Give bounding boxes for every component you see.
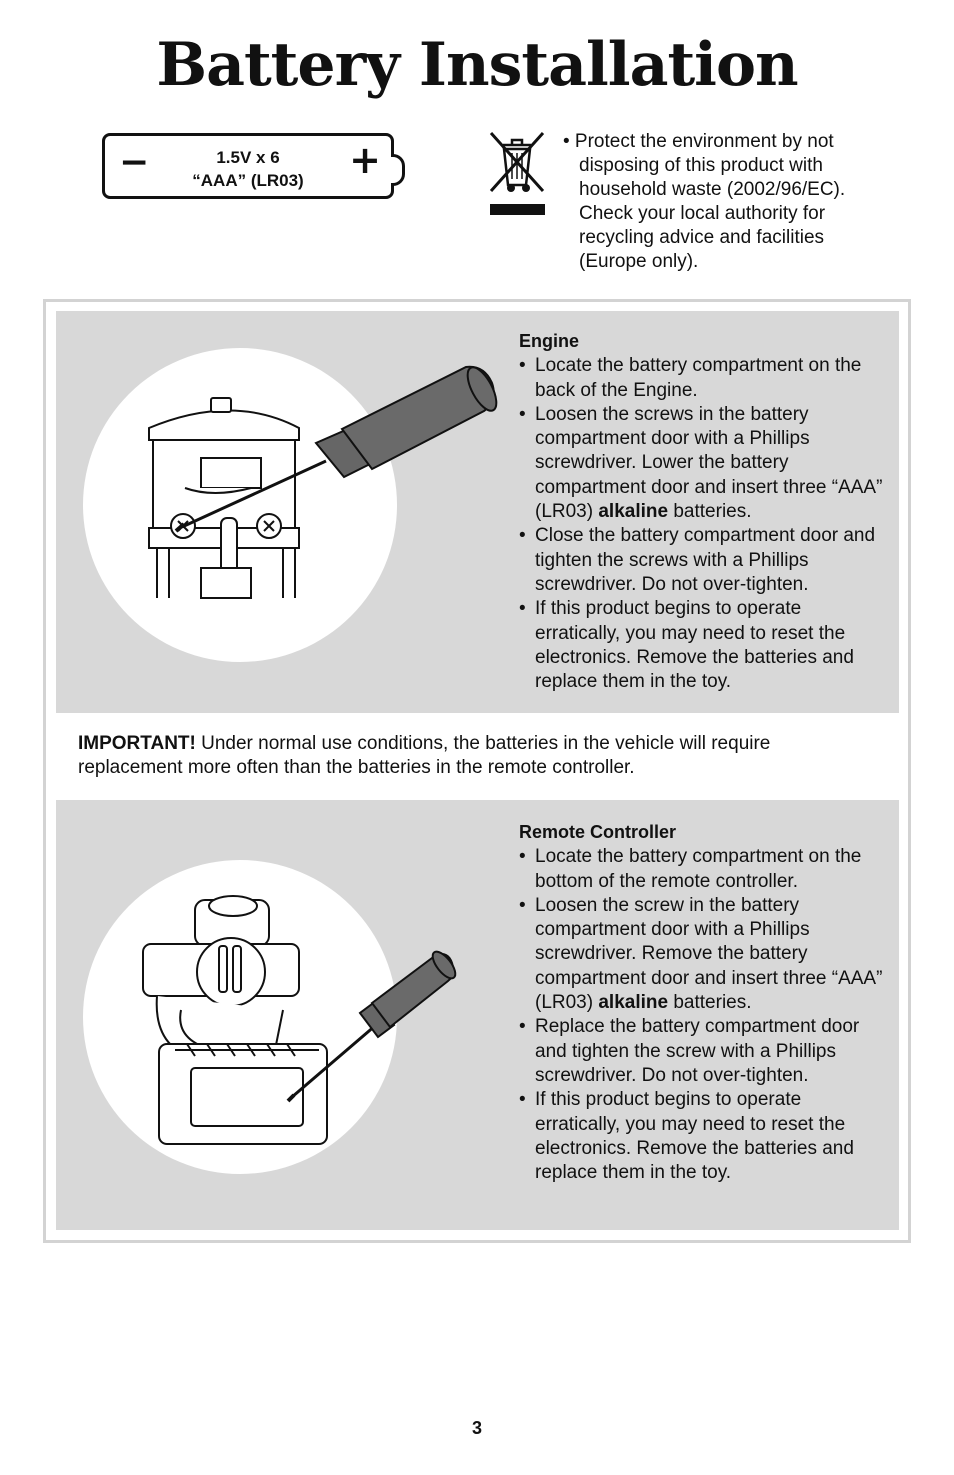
battery-voltage-count: 1.5V x 6 (216, 148, 280, 167)
remote-step-2-tail: batteries. (668, 992, 752, 1014)
page-number: 3 (471, 1418, 482, 1438)
important-label: IMPORTANT! (78, 733, 196, 754)
environment-notice-text: • Protect the environment by not disposing of this product with household waste (2002/96/EC). Check your local authority for recycling advice and facilities (Europe only). (563, 131, 846, 272)
important-text: Under normal use conditions, the batteries in the vehicle will require replacement more often than the batteries in the remote controller. (78, 733, 771, 778)
engine-step-1: • Locate the battery compartment on the back of the Engine. (519, 354, 891, 403)
remote-steps (519, 845, 891, 1185)
engine-panel (56, 311, 899, 713)
screwdriver-icon (276, 945, 466, 1115)
remote-step-2-text: Loosen the screw in the battery compartment door with a Phillips screwdriver. Remove the battery compartment door and insert three “AAA” (LR03) (535, 894, 883, 1014)
remote-instructions (519, 820, 891, 1185)
minus-sign: − (119, 142, 150, 183)
engine-step-2 (519, 403, 891, 524)
engine-step-4: • If this product begins to operate erratically, you may need to reset the electronics. Remove the batteries and replace them in the toy. (519, 597, 891, 694)
page-title: Battery Installation (156, 30, 798, 100)
engine-steps (519, 354, 891, 694)
crossed-out-wheelie-bin-icon (488, 131, 546, 221)
battery-label (102, 133, 394, 199)
environment-notice (563, 130, 893, 274)
remote-step-2 (519, 894, 891, 1015)
remote-step-4: • If this product begins to operate erratically, you may need to reset the electronics. Remove the batteries and replace them in the toy. (519, 1088, 891, 1185)
remote-heading: Remote Controller (519, 822, 677, 842)
battery-spec (165, 146, 331, 192)
engine-step-2-text: Loosen the screws in the battery compartment door with a Phillips screwdriver. Lower the battery compartment door and insert three “AAA” (LR03) (535, 403, 883, 523)
remote-step-3: • Replace the battery compartment door and tighten the screw with a Phillips screwdriver. Do not over-tighten. (519, 1015, 891, 1088)
plus-sign: + (349, 138, 381, 182)
engine-step-3: • Close the battery compartment door and tighten the screws with a Phillips screwdriver. Do not over-tighten. (519, 524, 891, 597)
engine-instructions (519, 329, 891, 694)
remote-step-1: • Locate the battery compartment on the bottom of the remote controller. (519, 845, 891, 894)
engine-step-2-bold: alkaline (598, 501, 669, 523)
battery-type: “AAA” (LR03) (192, 171, 304, 190)
remote-panel (56, 800, 899, 1230)
engine-heading: Engine (519, 331, 580, 351)
engine-step-2-tail: batteries. (668, 501, 752, 523)
battery-terminal (391, 154, 405, 186)
remote-step-2-bold: alkaline (598, 992, 669, 1014)
screwdriver-icon (166, 359, 506, 539)
important-note (78, 732, 868, 780)
